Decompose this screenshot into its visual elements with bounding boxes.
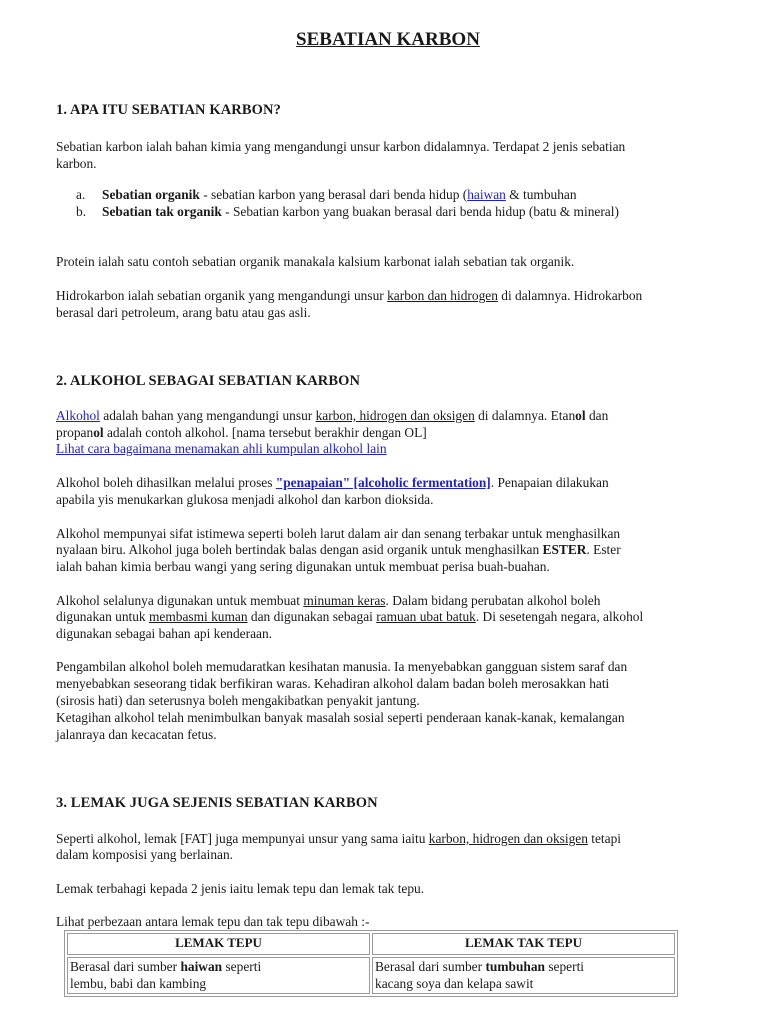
s2-p3-line-2 xyxy=(56,542,720,559)
underlined-term: ramuan ubat batuk xyxy=(376,609,476,624)
term-tak-organik: Sebatian tak organik xyxy=(102,204,222,219)
s2-p2-line-1 xyxy=(56,475,720,492)
alkohol-link[interactable]: Alkohol xyxy=(56,408,100,423)
text: di dalamnya. Hidrokarbon xyxy=(497,288,643,303)
s2-p2-line-2: apabila yis menukarkan glukosa menjadi alkohol dan karbon dioksida. xyxy=(56,492,434,507)
s2-p1-line-3 xyxy=(56,441,720,458)
underlined-term: karbon, hidrogen dan oksigen xyxy=(428,831,588,846)
text: seperti xyxy=(222,958,262,974)
bold-term: ESTER xyxy=(542,542,587,557)
s2-p5-line-3: (sirosis hati) dan seterusnya boleh mengakibatkan penyakit jantung. xyxy=(56,693,420,708)
text: digunakan untuk xyxy=(56,609,149,624)
text: propan xyxy=(56,425,94,440)
s1-paragraph-hidrokarbon-line-1 xyxy=(56,288,720,305)
s2-p4-line-1 xyxy=(56,593,720,610)
text: Berasal dari sumber xyxy=(70,958,181,974)
s1-paragraph-hidrokarbon-line-2: berasal dari petroleum, arang batu atau gas asli. xyxy=(56,305,311,320)
section-2-heading: 2. ALKOHOL SEBAGAI SEBATIAN KARBON xyxy=(56,373,361,389)
cell-lemak-tepu xyxy=(67,957,370,995)
list-marker: a. xyxy=(76,187,86,202)
text: kacang soya dan kelapa sawit xyxy=(375,975,534,991)
list-text: - Sebatian karbon yang buakan berasal dari benda hidup (batu & mineral) xyxy=(221,204,619,219)
table-header-row xyxy=(67,933,675,955)
section-1-heading: 1. APA ITU SEBATIAN KARBON? xyxy=(56,102,281,118)
header-lemak-tepu: LEMAK TEPU xyxy=(67,933,370,955)
s1-paragraph-protein: Protein ialah satu contoh sebatian organik manakala kalsium karbonat ialah sebatian tak organik. xyxy=(56,254,575,269)
underlined-term: karbon, hidrogen dan oksigen xyxy=(315,408,475,423)
bold-suffix: ol xyxy=(93,425,104,440)
page-title: SEBATIAN KARBON xyxy=(296,29,480,50)
text: di dalamnya. Etan xyxy=(474,408,576,423)
s3-p1-line-2: dalam komposisi yang berlainan. xyxy=(56,847,234,862)
s2-p4-line-2 xyxy=(56,609,720,626)
list-text-end: & tumbuhan xyxy=(505,187,577,202)
s2-p5-line-5: jalanraya dan kecacatan fetus. xyxy=(56,727,217,742)
text: lembu, babi dan kambing xyxy=(70,975,207,991)
s2-p1-line-2 xyxy=(56,425,720,442)
list-item-tak-organik xyxy=(76,204,716,221)
text: seperti xyxy=(544,958,585,974)
s3-p3: Lihat perbezaan antara lemak tepu dan tak tepu dibawah :- xyxy=(56,914,370,929)
text: Alkohol selalunya digunakan untuk membuat xyxy=(56,593,304,608)
list-text: - sebatian karbon yang berasal dari benda hidup ( xyxy=(199,187,468,202)
text: adalah contoh alkohol. [nama tersebut berakhir dengan OL] xyxy=(103,425,427,440)
s1-intro-line-1: Sebatian karbon ialah bahan kimia yang mengandungi unsur karbon didalamnya. Terdapat 2 jenis sebatian xyxy=(56,139,626,154)
bold-suffix: ol xyxy=(575,408,586,423)
list-item-organik xyxy=(76,187,716,204)
lemak-comparison-table xyxy=(64,930,678,997)
text: Seperti alkohol, lemak [FAT] juga mempunyai unsur yang sama iaitu xyxy=(56,831,429,846)
cell-lemak-tak-tepu xyxy=(372,957,675,995)
underlined-term: minuman keras xyxy=(303,593,386,608)
text: Alkohol boleh dihasilkan melalui proses xyxy=(56,475,276,490)
underlined-term: membasmi kuman xyxy=(148,609,248,624)
list-marker: b. xyxy=(76,204,87,219)
table-row xyxy=(67,957,675,995)
section-3-heading: 3. LEMAK JUGA SEJENIS SEBATIAN KARBON xyxy=(56,795,378,811)
text: . Di sesetengah negara, alkohol xyxy=(475,609,644,624)
text: dan digunakan sebagai xyxy=(247,609,377,624)
penapaian-link[interactable]: "penapaian" [alcoholic fermentation] xyxy=(275,475,491,490)
s3-p1-line-1 xyxy=(56,831,720,848)
underlined-term: karbon dan hidrogen xyxy=(387,288,498,303)
text: tetapi xyxy=(587,831,622,846)
header-lemak-tak-tepu: LEMAK TAK TEPU xyxy=(372,933,675,955)
haiwan-link[interactable]: haiwan xyxy=(467,187,506,202)
text: nyalaan biru. Alkohol juga boleh bertindak balas dengan asid organik untuk menghasilkan xyxy=(56,542,543,557)
bold-term: haiwan xyxy=(180,958,223,974)
s2-p5-line-2: menyebabkan seseorang tidak berfikiran waras. Kehadiran alkohol dalam badan boleh merosakkan hati xyxy=(56,676,610,691)
s3-p2: Lemak terbahagi kepada 2 jenis iaitu lemak tepu dan lemak tak tepu. xyxy=(56,881,425,896)
text: Berasal dari sumber xyxy=(375,958,486,974)
text: dan xyxy=(585,408,609,423)
bold-term: tumbuhan xyxy=(485,958,545,974)
s2-p5-line-1: Pengambilan alkohol boleh memudaratkan kesihatan manusia. Ia menyebabkan gangguan sistem saraf dan xyxy=(56,659,628,674)
text: . Ester xyxy=(586,542,621,557)
text: . Penapaian dilakukan xyxy=(490,475,609,490)
text: . Dalam bidang perubatan alkohol boleh xyxy=(385,593,601,608)
naming-alkohol-link[interactable]: Lihat cara bagaimana menamakan ahli kumpulan alkohol lain xyxy=(56,441,387,456)
s2-p1-line-1 xyxy=(56,408,720,425)
s2-p4-line-3: digunakan sebagai bahan api kenderaan. xyxy=(56,626,273,641)
term-organik: Sebatian organik xyxy=(102,187,200,202)
text: Hidrokarbon ialah sebatian organik yang mengandungi unsur xyxy=(56,288,388,303)
s1-intro-line-2: karbon. xyxy=(56,156,97,171)
text: adalah bahan yang mengandungi unsur xyxy=(99,408,316,423)
s2-p3-line-1: Alkohol mempunyai sifat istimewa seperti boleh larut dalam air dan senang terbakar untuk menghasilkan xyxy=(56,526,621,541)
s2-p3-line-3: ialah bahan kimia berbau wangi yang sering digunakan untuk membuat perisa buah-buahan. xyxy=(56,559,550,574)
s2-p5-line-4: Ketagihan alkohol telah menimbulkan banyak masalah sosial seperti penderaan kanak-kanak, kemalangan xyxy=(56,710,625,725)
